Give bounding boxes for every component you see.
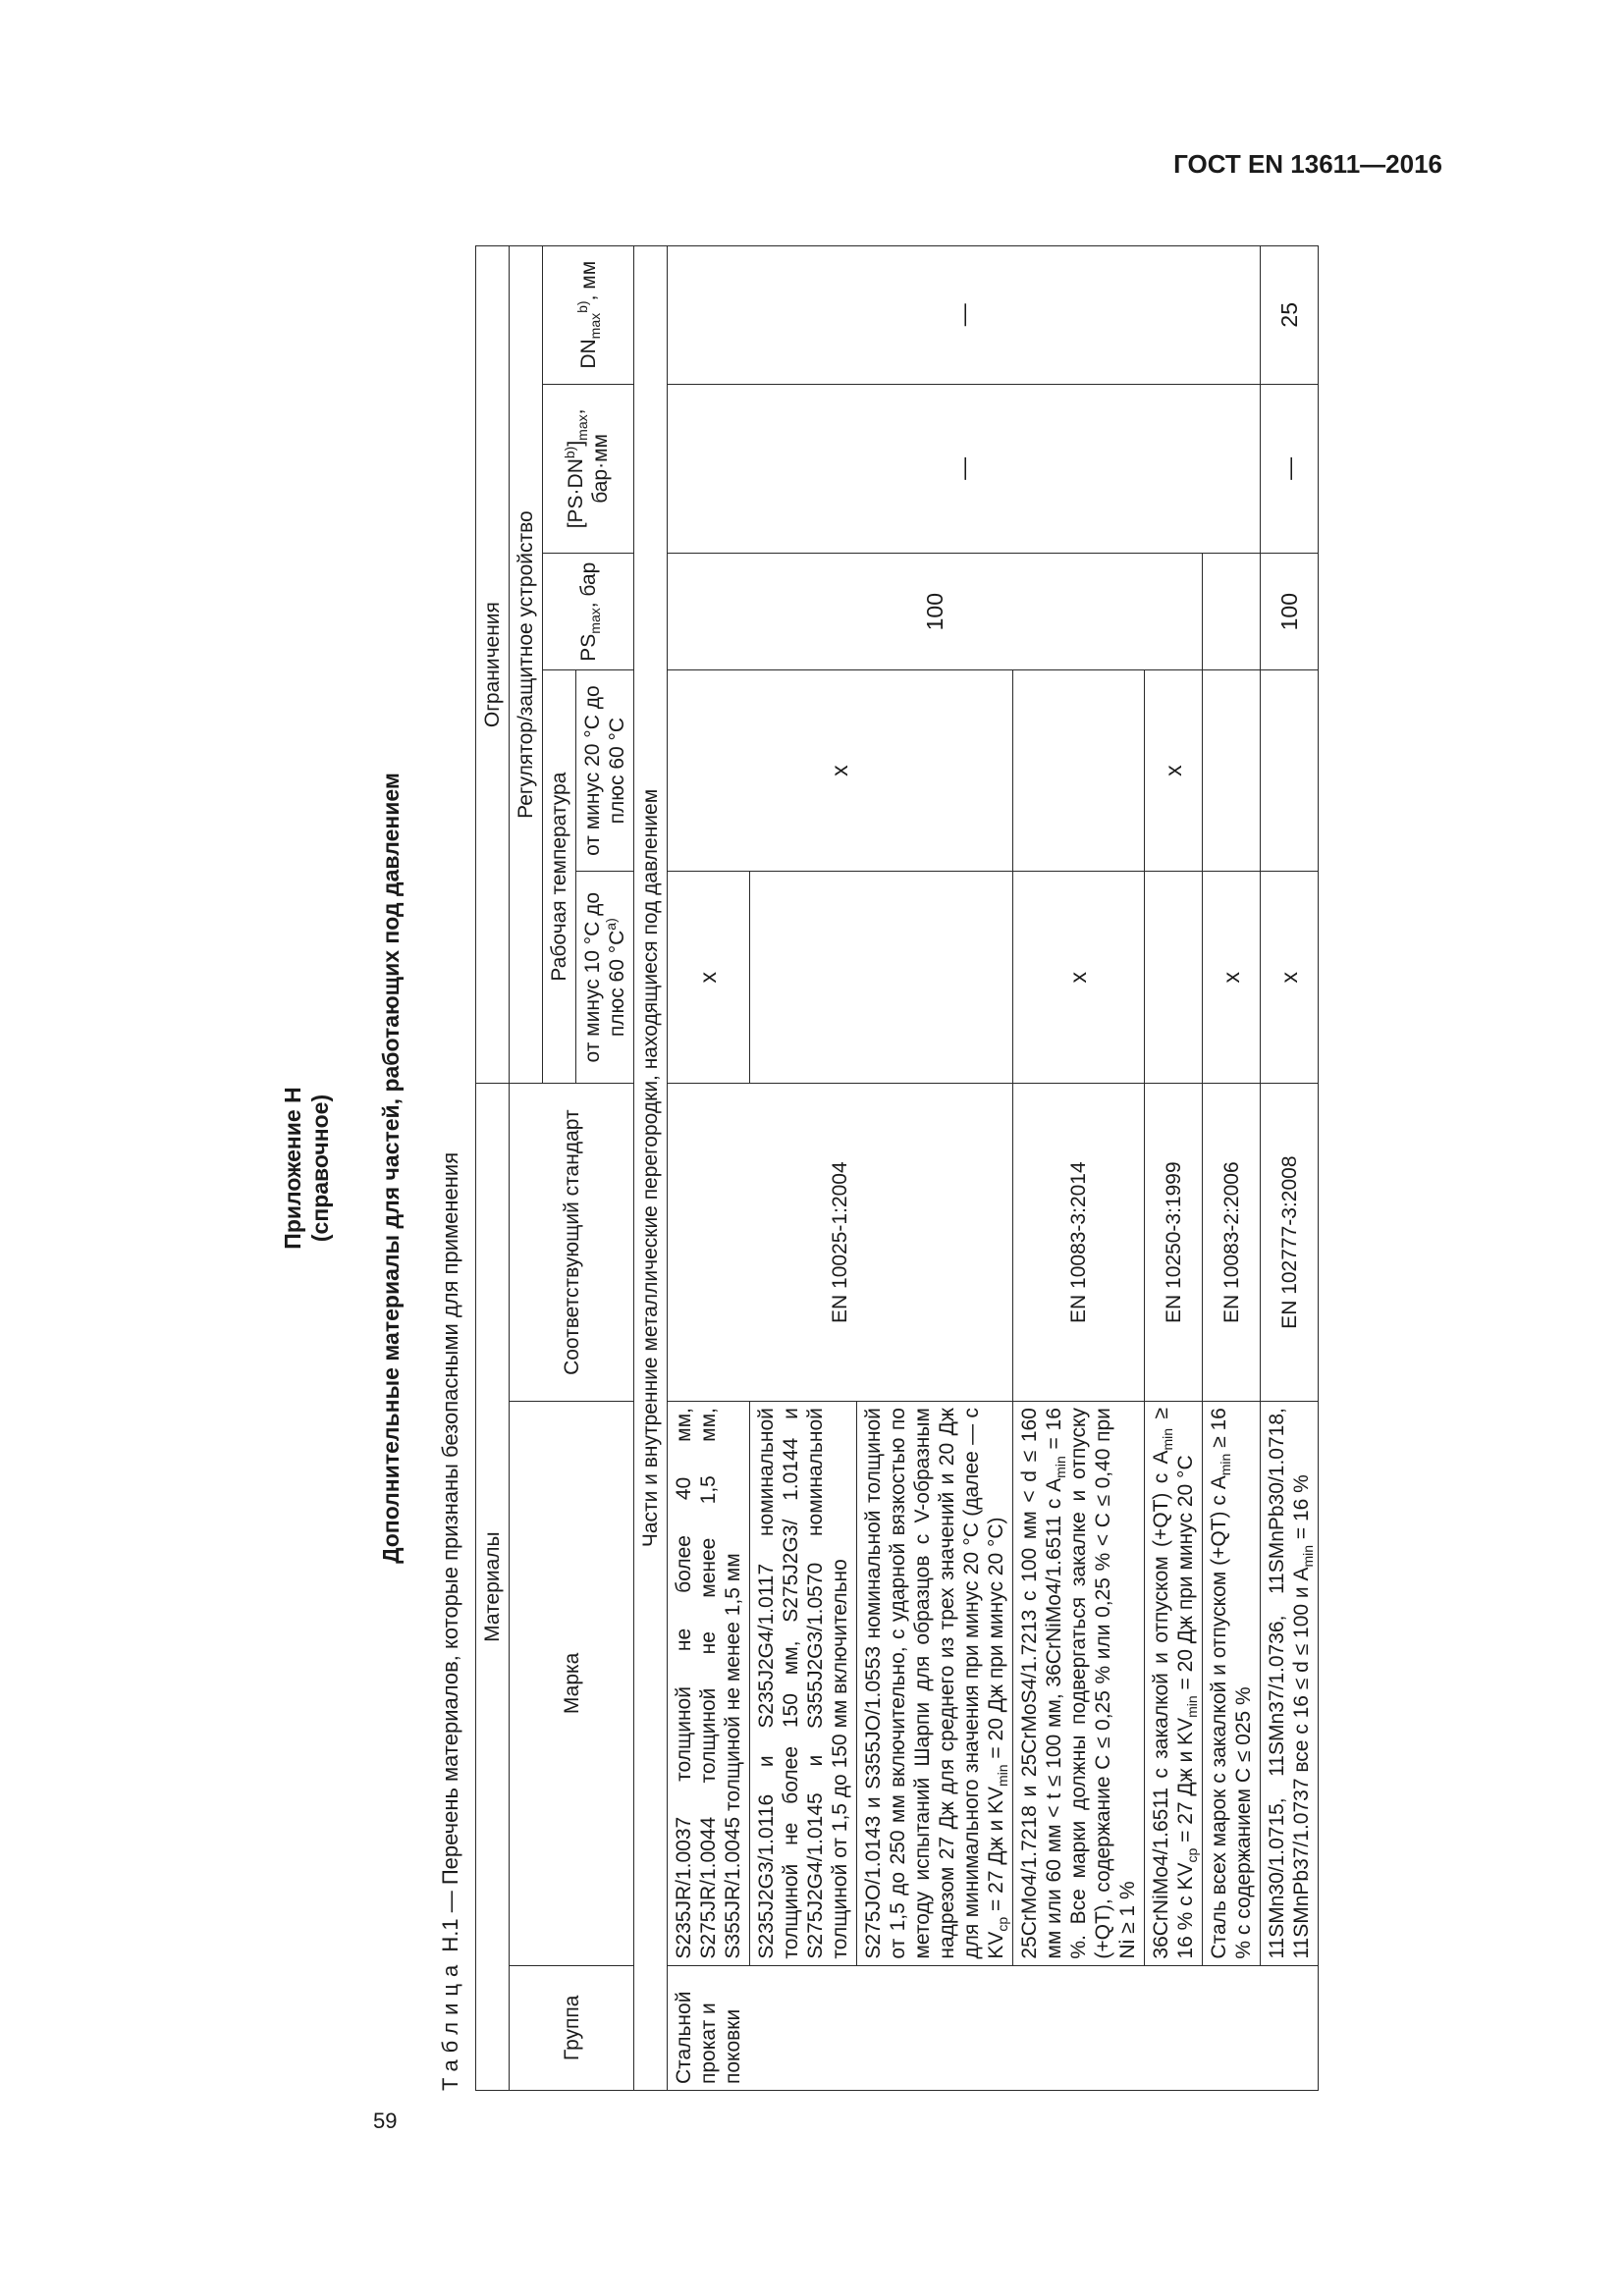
ps-max-value: 100 xyxy=(1261,554,1319,670)
header-temp-range-1: от минус 10 °С до плюс 60 $^\circ С^{a)}$ xyxy=(576,872,634,1084)
header-ps-max: $PS_{max}$, бар xyxy=(543,554,634,670)
ps-max-value: 100 xyxy=(668,554,1203,670)
standard-cell: EN 102777-3:2008 xyxy=(1261,1084,1319,1402)
header-materials: Материалы xyxy=(476,1084,510,2091)
grade-cell: S235J2G3/1.0116 и S235J2G4/1.0117 номинальной толщиной не более 150 мм, S275J2G3/ 1.0144 и S275J2G4/1.0145 и S355J2G3/1.0570 номинальной толщиной от 1,5 до 150 мм включительно xyxy=(750,1402,857,1965)
temp2-mark: x xyxy=(1145,670,1203,872)
temp1-empty xyxy=(1145,872,1203,1084)
page-number: 59 xyxy=(373,2109,398,2133)
table-row xyxy=(1261,246,1319,2091)
appendix-title: Приложение Н xyxy=(280,1087,305,1250)
rotated-page-content xyxy=(279,245,1506,2091)
temp1-mark: x xyxy=(668,872,750,1084)
temp1-mark: x xyxy=(1013,872,1145,1084)
header-limits: Ограничения xyxy=(476,246,510,1084)
section-title: Дополнительные материалы для частей, работающих под давлением xyxy=(378,773,404,1564)
appendix-subtitle: (справочное) xyxy=(307,1094,333,1243)
section-row-title: Части и внутренние металлические перегородки, находящиеся под давлением xyxy=(634,246,668,2091)
temp1-mark: x xyxy=(1203,872,1261,1084)
grade-cell: 25CrMo4/1.7218 и 25CrMoS4/1.7213 с 100 мм < d ≤ 160 мм или 60 мм < t ≤ 100 мм, 36CrNiMo4/1.6511 с $A_{min} = 16$ %. Все марки должны подвергаться закалке и отпуску (+QT), содержание С ≤ 0,25 % или 0,25 % < С ≤ 0,40 при Ni ≥ 1 % xyxy=(1013,1402,1145,1965)
header-regulator: Регулятор/защитное устройство xyxy=(510,246,543,1084)
caption-prefix: Таблица xyxy=(438,1957,462,2091)
temp1-empty xyxy=(750,872,1013,1084)
table-row xyxy=(668,246,750,2091)
dn-max-value: — xyxy=(668,246,1261,385)
header-standard: Соответствующий стандарт xyxy=(510,1084,634,1402)
header-psdn-max: $[PS\cdot DN^{b)}]_{max}$, бар·мм xyxy=(543,384,634,554)
temp2-mark: x xyxy=(668,670,1013,872)
appendix-heading xyxy=(279,245,334,2091)
temp2-empty xyxy=(1203,670,1261,872)
grade-cell: Сталь всех марок с закалкой и отпуском (+QT) с $A_{min} \ge 16$ % с содержанием С ≤ 025 % xyxy=(1203,1402,1261,1965)
caption-text: Н.1 — Перечень материалов, которые признаны безопасными для применения xyxy=(438,1151,462,1952)
standard-cell: EN 10250-3:1999 xyxy=(1145,1084,1203,1402)
table-caption xyxy=(438,1152,463,2091)
grade-cell: 11SMn30/1.0715, 11SMn37/1.0736, 11SMnPb30/1.0718, 11SMnPb37/1.0737 все с 16 ≤ d ≤ 100 и $A_{min} = 16$ % xyxy=(1261,1402,1319,1965)
grade-cell: S235JR/1.0037 толщиной не более 40 мм, S275JR/1.0044 толщиной не менее 1,5 мм, S355JR/1.0045 толщиной не менее 1,5 мм xyxy=(668,1402,750,1965)
psdn-max-value: — xyxy=(1261,384,1319,554)
temp2-empty xyxy=(1261,670,1319,872)
grade-cell: S275JO/1.0143 и S355JO/1.0553 номинальной толщиной от 1,5 до 250 мм включительно, с ударной вязкостью по методу испытаний Шарпи для образцов с V-образным надрезом 27 Дж для среднего из трех значений и 20 Дж для минимального значения при минус 20 °С (далее — с $KV_{ср} = 27$ Дж и $KV_{min} = 20$ Дж при минус 20 °С) xyxy=(857,1402,1013,1965)
temp2-empty xyxy=(1013,670,1145,872)
psdn-max-value: — xyxy=(668,384,1261,554)
materials-table xyxy=(475,245,1319,2091)
standard-designation: ГОСТ EN 13611—2016 xyxy=(1173,149,1442,179)
standard-cell: EN 10025-1:2004 xyxy=(668,1084,1013,1402)
ps-empty xyxy=(1203,554,1261,670)
header-dn-max: $DN_{max}^{b)}$, мм xyxy=(543,246,634,385)
header-row-2 xyxy=(510,246,543,2091)
temp1-mark: x xyxy=(1261,872,1319,1084)
header-working-temp: Рабочая температура xyxy=(543,670,576,1084)
grade-cell: 36CrNiMo4/1.6511 с закалкой и отпуском (+QT) с $A_{min} \ge 16$ % с $KV_{ср} = 27$ Дж и $KV_{min} = 20$ Дж при минус 20 °С xyxy=(1145,1402,1203,1965)
header-temp-range-2: от минус 20 °С до плюс 60 °С xyxy=(576,670,634,872)
header-grade: Марка xyxy=(510,1402,634,1965)
standard-cell: EN 10083-2:2006 xyxy=(1203,1084,1261,1402)
standard-cell: EN 10083-3:2014 xyxy=(1013,1084,1145,1402)
header-row-1 xyxy=(476,246,510,2091)
header-group: Группа xyxy=(510,1965,634,2090)
dn-max-value: 25 xyxy=(1261,246,1319,385)
group-cell: Стальной прокат и поковки xyxy=(668,1965,1319,2090)
section-row xyxy=(634,246,668,2091)
